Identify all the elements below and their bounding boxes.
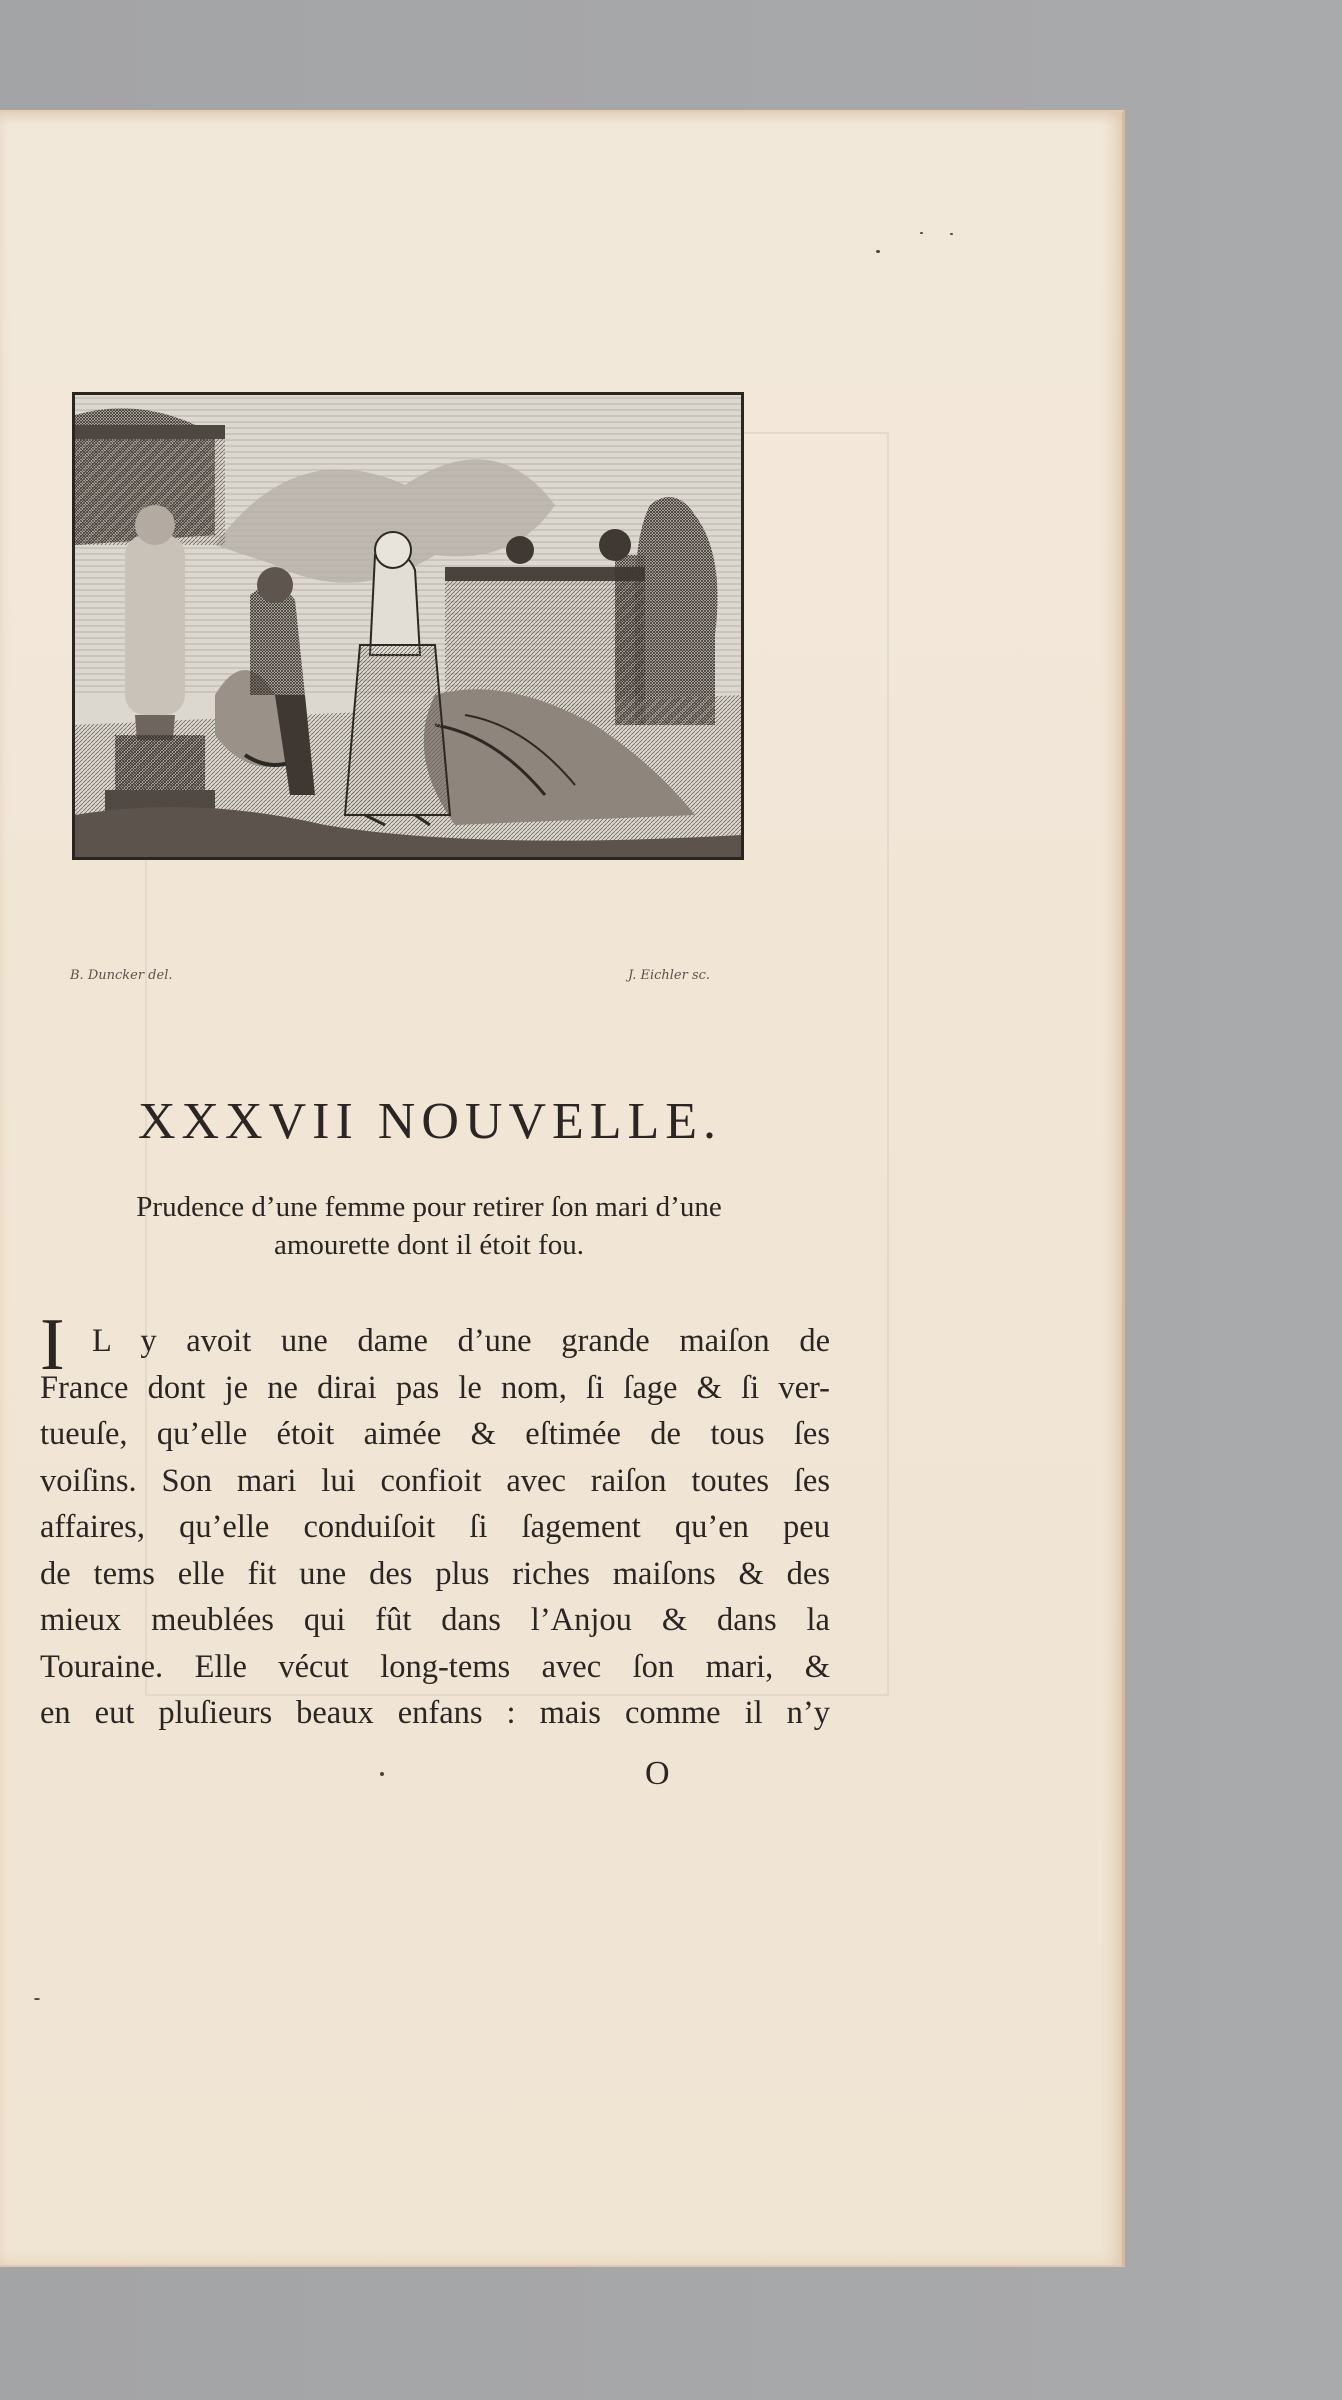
ink-speck: [950, 233, 953, 235]
ink-speck: [920, 232, 923, 234]
body-line: mieux meublées qui fût dans l’Anjou & dans la: [40, 1602, 830, 1638]
body-line: France dont je ne dirai pas le nom, ſi ſage & ſi ver-: [40, 1369, 830, 1406]
draughtsman-credit: B. Duncker del.: [70, 968, 173, 983]
body-line: affaires, qu’elle conduiſoit ſi ſagement qu’en peu: [40, 1509, 830, 1545]
drop-cap: I: [40, 1304, 65, 1386]
body-line: en eut pluſieurs beaux enfans : mais comme il n’y: [40, 1695, 830, 1731]
ink-speck: [34, 1998, 40, 2000]
summary-line-1: Prudence d’une femme pour retirer ſon mari d’une: [136, 1191, 722, 1223]
body-line: voiſins. Son mari lui confioit avec raiſon toutes ſes: [40, 1462, 830, 1499]
body-line: L y avoit une dame d’une grande maiſon de: [92, 1323, 830, 1359]
chapter-title: XXXVII NOUVELLE.: [137, 1093, 723, 1150]
engraving-illustration: [72, 392, 744, 860]
body-line: tueuſe, qu’elle étoit aimée & eſtimée de tous ſes: [40, 1416, 830, 1452]
engraver-credit: J. Eichler sc.: [628, 968, 711, 983]
engraving-garden-scene: [75, 395, 741, 857]
ink-speck: [876, 250, 880, 253]
body-text: [40, 1318, 830, 1737]
chapter-summary: [34, 1188, 824, 1264]
signature-mark: O: [645, 1755, 670, 1792]
body-line: Touraine. Elle vécut long-tems avec ſon mari, &: [40, 1648, 830, 1685]
body-line: de tems elle fit une des plus riches maiſons & des: [40, 1555, 830, 1592]
summary-line-2: amourette dont il étoit fou.: [273, 1229, 585, 1261]
ink-speck: [380, 1772, 384, 1776]
